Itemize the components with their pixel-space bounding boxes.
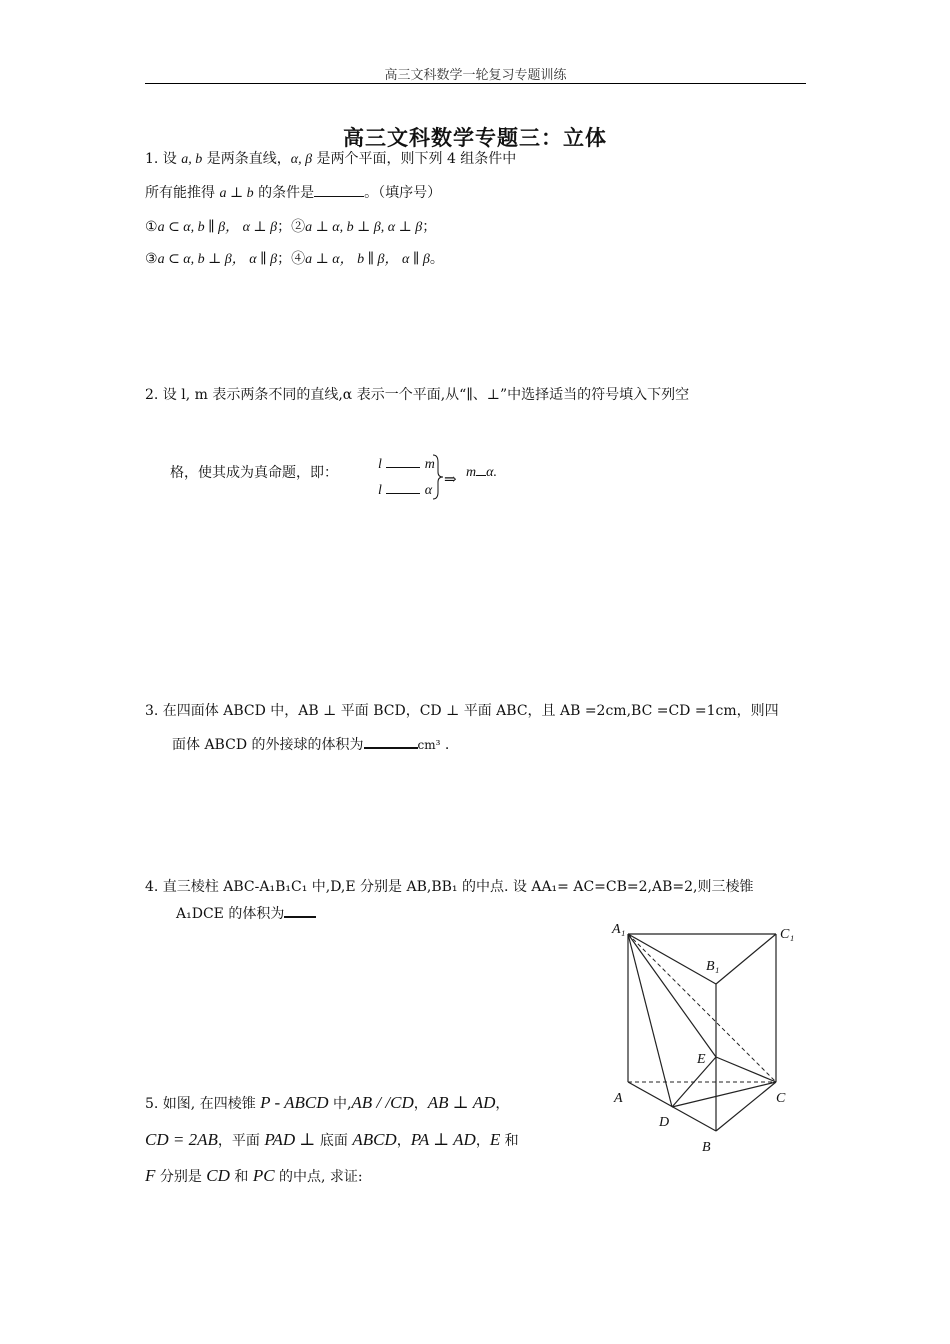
q4-text: A₁DCE 的体积为 xyxy=(176,906,285,922)
answer-blank[interactable] xyxy=(386,466,420,468)
q5-text: 分别是 xyxy=(155,1169,207,1185)
q1-math: a ⊥ b xyxy=(219,186,254,201)
q1-math: a ⊥ α, b ⊥ β, α ⊥ β xyxy=(305,220,423,235)
q3-text: 面体 ABCD 的外接球的体积为 xyxy=(172,737,364,753)
right-brace-icon xyxy=(432,454,444,500)
q2-line-2: 格，使其成为真命题，即： xyxy=(170,465,338,481)
q5-text: ， xyxy=(413,1096,428,1112)
q1-text: ③ xyxy=(145,251,158,267)
q3-text: . xyxy=(440,737,450,753)
q1-text: 是两个平面，则下列 4 组条件中 xyxy=(312,151,517,167)
q5-math: AB / /CD xyxy=(351,1093,414,1112)
q1-text: ； xyxy=(422,219,437,235)
q2-math: m xyxy=(424,457,435,472)
q1-math: α, β xyxy=(290,152,313,167)
q5-line-3 xyxy=(145,1166,363,1186)
q5-text: ， xyxy=(396,1133,411,1149)
q2-conclusion xyxy=(466,464,497,481)
q1-line-2 xyxy=(145,182,441,202)
q5-math: E xyxy=(489,1130,501,1149)
answer-blank[interactable] xyxy=(364,746,418,749)
q4-line-1: 4. 直三棱柱 ABC-A₁B₁C₁ 中,D,E 分别是 AB,BB₁ 的中点. 设 AA₁= AC=CB=2,AB=2,则三棱锥 xyxy=(145,879,754,895)
q2-math: m xyxy=(466,465,477,480)
page-title: 高三文科数学专题三：立体 xyxy=(343,125,607,150)
q1-text: 1. 设 xyxy=(145,151,182,167)
q1-text: 的条件是 xyxy=(253,185,315,201)
q5-text: 和 xyxy=(229,1169,253,1185)
q5-math: CD xyxy=(206,1166,230,1185)
q3-line-2 xyxy=(172,734,449,754)
q5-text: 和 xyxy=(500,1133,519,1149)
answer-blank[interactable] xyxy=(284,915,316,918)
label-c: C xyxy=(776,1091,786,1106)
q1-line-3 xyxy=(145,216,436,236)
q4-line-2 xyxy=(176,903,316,923)
q5-math: AB ⊥ AD xyxy=(427,1093,496,1112)
q1-text: 。（填序号） xyxy=(364,185,442,201)
line-e-c xyxy=(716,1057,776,1082)
label-e: E xyxy=(697,1052,706,1067)
q5-line-2 xyxy=(145,1130,519,1150)
q5-math: F xyxy=(145,1166,156,1185)
label-c1: C₁ xyxy=(780,927,795,942)
q3-line-1: 3. 在四面体 ABCD 中，AB ⊥ 平面 BCD，CD ⊥ 平面 ABC，且 AB =2cm,BC =CD =1cm，则四 xyxy=(145,703,779,719)
label-a1: A₁ xyxy=(612,922,626,937)
label-d: D xyxy=(659,1115,670,1130)
q5-text: ，平面 xyxy=(217,1133,265,1149)
label-b: B xyxy=(702,1140,711,1155)
label-b1: B₁ xyxy=(706,959,720,974)
page-header: 高三文科数学一轮复习专题训练 xyxy=(384,68,567,83)
q1-line-4 xyxy=(145,248,444,268)
q5-math: PA ⊥ AD xyxy=(410,1130,476,1149)
q5-text: 的中点, 求证: xyxy=(274,1169,363,1185)
edge-b1-c1 xyxy=(716,934,776,984)
label-a: A xyxy=(614,1091,623,1106)
q1-text: ① xyxy=(145,219,158,235)
q5-math: PC xyxy=(252,1166,275,1185)
q5-line-1 xyxy=(145,1093,509,1113)
q1-math: a, b xyxy=(181,152,203,167)
edge-a1-b1 xyxy=(628,934,716,984)
q1-text: 是两条直线， xyxy=(202,151,291,167)
q5-text: 中, xyxy=(328,1096,352,1112)
q3-unit: cm³ xyxy=(417,738,441,752)
line-a1-d xyxy=(628,934,672,1107)
q5-math: ABCD xyxy=(352,1130,397,1149)
q5-text: 底面 xyxy=(315,1133,353,1149)
answer-blank[interactable] xyxy=(314,195,364,197)
q5-math: CD = 2AB xyxy=(145,1130,218,1149)
q5-text: 5. 如图, 在四棱锥 xyxy=(145,1096,261,1112)
implies-symbol: ⇒ xyxy=(444,470,457,488)
prism-figure xyxy=(604,916,804,1161)
q5-text: ， xyxy=(495,1096,510,1112)
q1-text: 。 xyxy=(429,251,444,267)
q2-math: l xyxy=(378,457,382,472)
line-a1-e xyxy=(628,934,716,1057)
q5-math: PAD ⊥ xyxy=(264,1130,316,1149)
q2-math: α. xyxy=(486,465,497,480)
q1-math: a ⊂ α, b ⊥ β， α ∥ β xyxy=(157,252,278,267)
q2-line-1: 2. 设 l, m 表示两条不同的直线,α 表示一个平面,从“∥、⊥”中选择适当的符号填入下列空 xyxy=(145,387,690,403)
q1-text: 所有能推得 xyxy=(145,185,220,201)
q2-row-1 xyxy=(378,456,435,473)
q2-math: l xyxy=(378,483,382,498)
q1-math: a ⊂ α, b ∥ β， α ⊥ β xyxy=(157,220,278,235)
q5-text: ， xyxy=(475,1133,490,1149)
q1-math: a ⊥ α， b ∥ β， α ∥ β xyxy=(305,252,430,267)
answer-blank[interactable] xyxy=(386,492,420,494)
q1-line-1 xyxy=(145,148,516,168)
q2-math: α xyxy=(424,483,433,498)
answer-blank[interactable] xyxy=(476,474,486,476)
q5-math: P - ABCD xyxy=(260,1093,329,1112)
q1-text: ；② xyxy=(277,219,306,235)
header-rule xyxy=(145,83,806,84)
q2-row-2 xyxy=(378,482,432,499)
q1-text: ；④ xyxy=(277,251,306,267)
